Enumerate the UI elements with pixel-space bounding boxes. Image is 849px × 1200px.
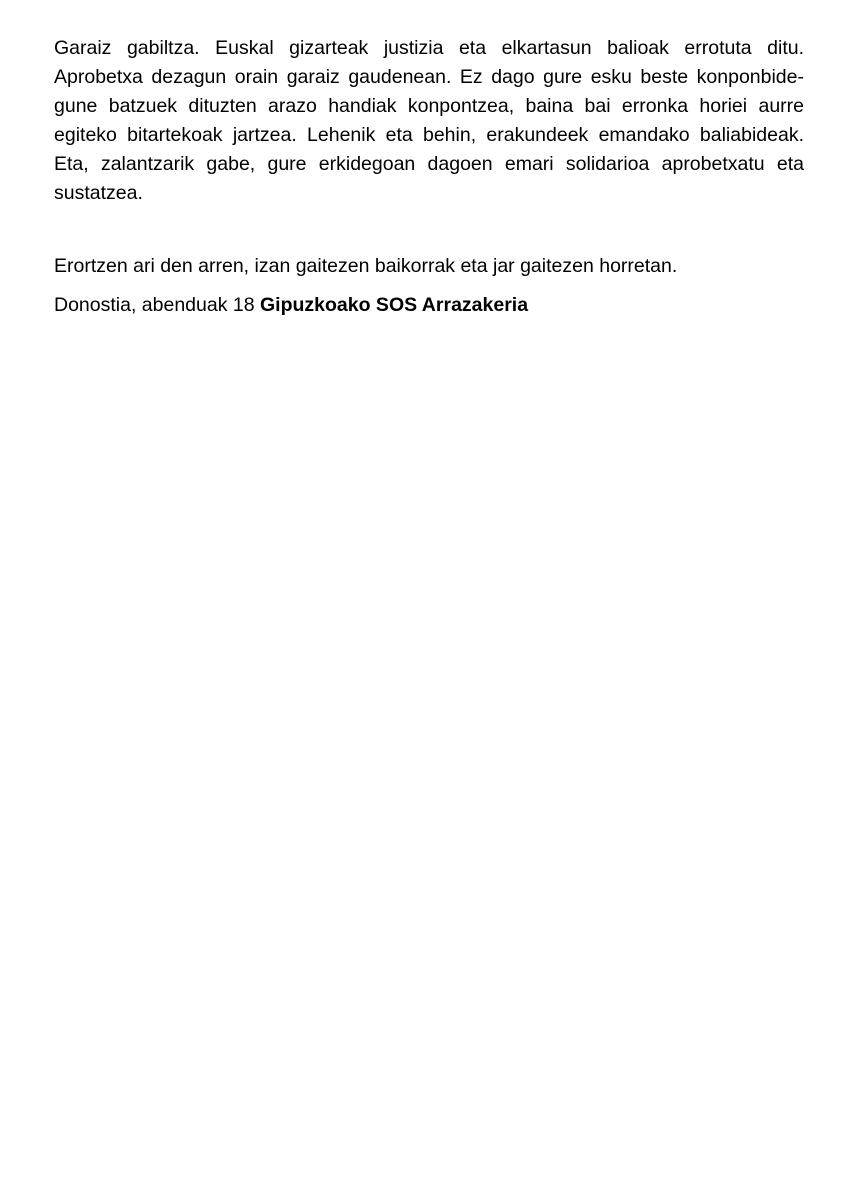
main-paragraph: Garaiz gabiltza. Euskal gizarteak justizia eta elkartasun balioak errotuta ditu. Aprobetxa dezagun orain garaiz gaudenean. Ez dago gure esku beste konponbide-gune batzuek dituzten arazo handiak konpontzea, baina bai erronka horiei aurre egiteko bitartekoak jartzea. Lehenik eta behin, erakundeek emandako baliabideak. Eta, zalantzarik gabe, gure erkidegoan dagoen emari solidarioa aprobetxatu eta sustatzea.: [54, 37, 804, 204]
signature-place-date: Donostia, abenduak 18: [54, 294, 255, 316]
signature-line: [54, 291, 804, 320]
signature-organization: Gipuzkoako SOS Arrazakeria: [260, 294, 529, 316]
closing-paragraph: Erortzen ari den arren, izan gaitezen baikorrak eta jar gaitezen horretan.: [54, 255, 678, 277]
